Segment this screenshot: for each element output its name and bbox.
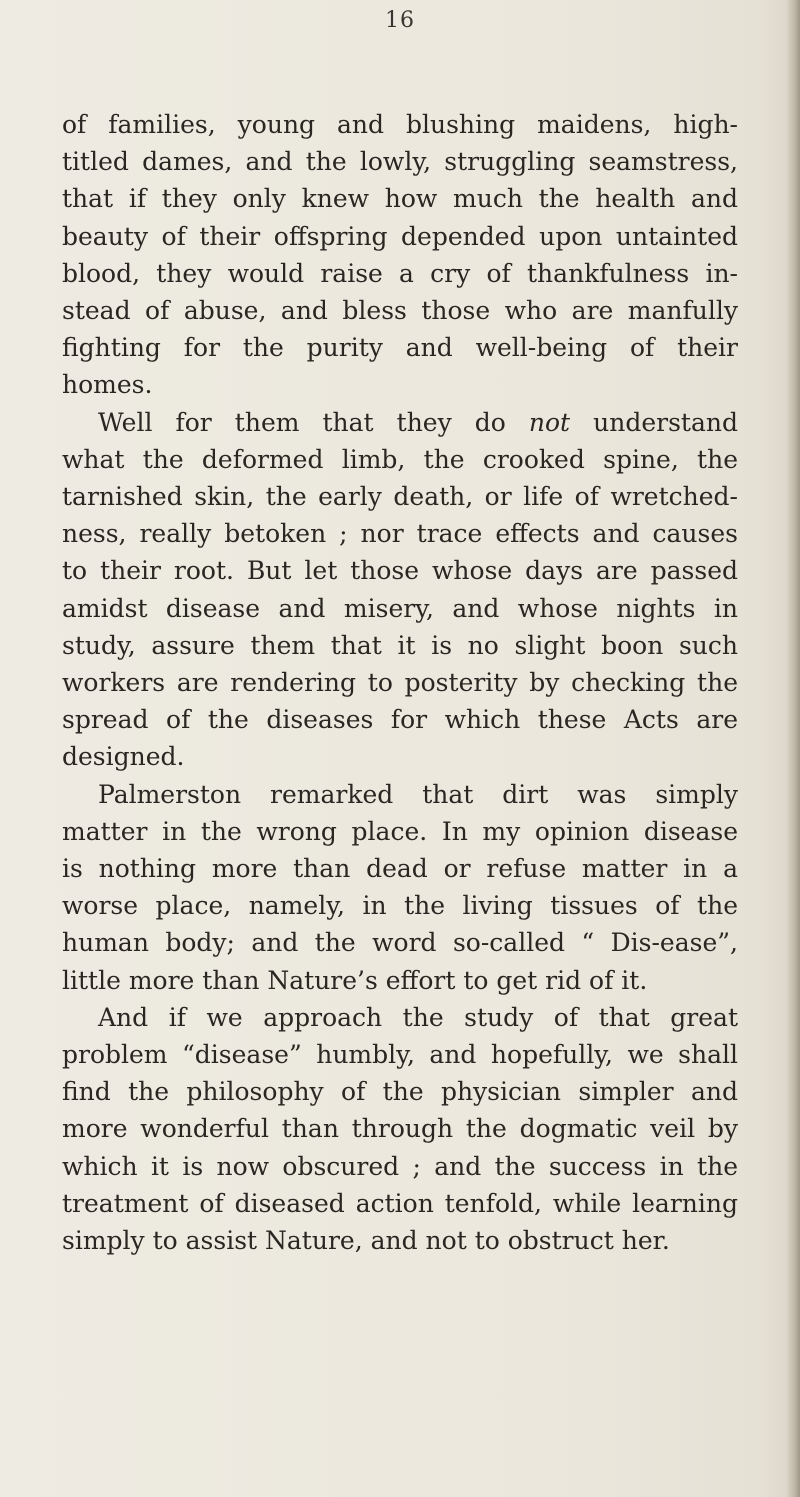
text-line: worse place, namely, in the living tissues of the [62,891,738,921]
text-line: little more than Nature’s effort to get rid of it. [62,965,648,995]
text-line: beauty of their offspring depended upon untainted [62,221,738,251]
emphasis-word: not [528,407,571,437]
paragraph-1 [62,106,738,404]
text-line: simply to assist Nature, and not to obstruct her. [62,1226,670,1256]
text-line: And if we approach the study of that great [98,1002,738,1032]
text-line: treatment of diseased action tenfold, while learning [62,1188,738,1218]
page-binding-shadow [786,0,800,1497]
text-line: matter in the wrong place. In my opinion disease [62,816,738,846]
text-line: more wonderful than through the dogmatic veil by [62,1114,738,1144]
text-line: Palmerston remarked that dirt was simply [98,779,738,809]
text-line: ness, really betoken ; nor trace effects and causes [62,519,738,549]
text-line: homes. [62,370,153,400]
text-line: to their root. But let those whose days are passed [62,556,738,586]
text-line: that if they only knew how much the health and [62,184,738,214]
text-line: amidst disease and misery, and whose nights in [62,593,738,623]
body-text [62,106,738,1259]
text-line: blood, they would raise a cry of thankfulness in- [62,258,738,288]
text-line: spread of the diseases for which these Acts are [62,705,738,735]
text-line: designed. [62,742,185,772]
text-line: which it is now obscured ; and the success in the [62,1151,738,1181]
paragraph-3 [62,776,738,999]
text-line-with-emphasis [62,404,738,441]
text-line: is nothing more than dead or refuse matter in a [62,854,738,884]
paragraph-4 [62,999,738,1259]
text-line: study, assure them that it is no slight boon such [62,630,738,660]
text-line: problem “disease” humbly, and hopefully, we shall [62,1040,738,1070]
text-line: workers are rendering to posterity by checking the [62,668,738,698]
text-line: find the philosophy of the physician simpler and [62,1077,738,1107]
text-line: tarnished skin, the early death, or life of wretched- [62,482,738,512]
text-line: human body; and the word so-called “ Dis-ease”, [62,928,738,958]
text-segment: understand [570,407,738,437]
text-line: what the deformed limb, the crooked spine, the [62,444,738,474]
text-line: fighting for the purity and well-being of their [62,333,738,363]
paragraph-2 [62,404,738,776]
text-segment: Well for them that they do [98,407,529,437]
text-line: titled dames, and the lowly, struggling seamstress, [62,147,738,177]
page-number: 16 [385,8,415,33]
text-line: stead of abuse, and bless those who are manfully [62,296,738,326]
text-line: of families, young and blushing maidens, high- [62,110,738,139]
